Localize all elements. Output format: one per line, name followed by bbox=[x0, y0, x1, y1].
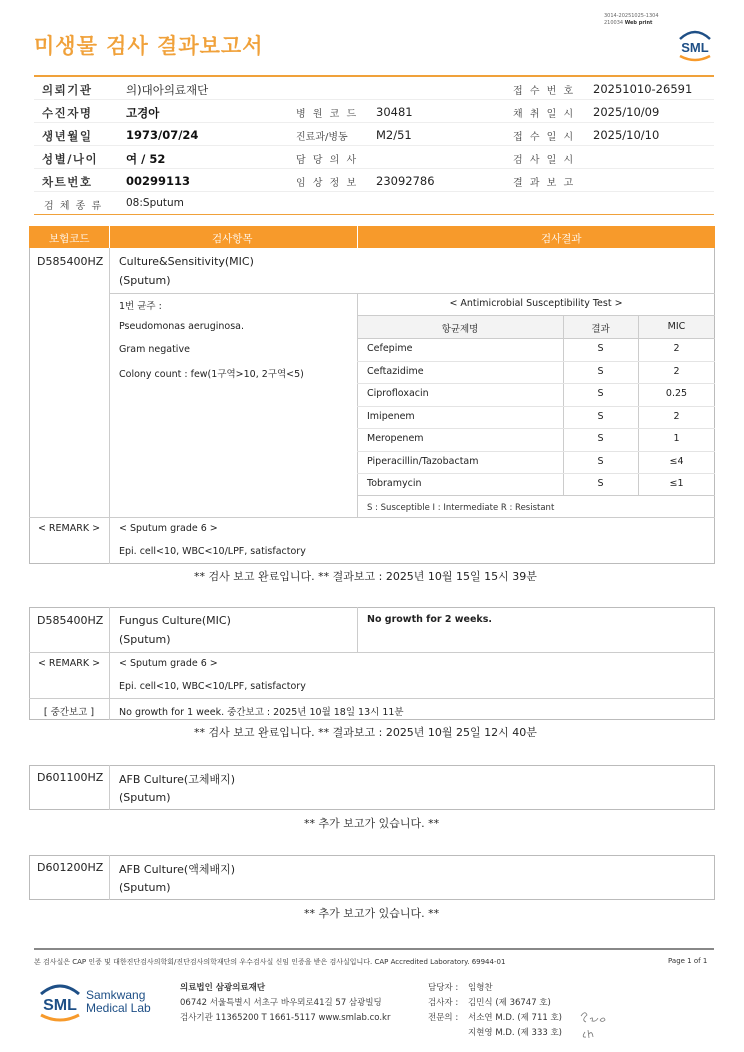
staff4: 지현영 M.D. (제 333 호) bbox=[468, 1028, 563, 1038]
svg-text:SML: SML bbox=[681, 40, 709, 55]
staff3-label: 전문의 : bbox=[428, 1013, 459, 1023]
test1-remark-label: < REMARK > bbox=[37, 523, 101, 534]
test2-remark-label: < REMARK > bbox=[37, 658, 101, 669]
ast-row-divider bbox=[357, 361, 715, 362]
test1-code: D585400HZ bbox=[37, 255, 104, 268]
test2-specimen: (Sputum) bbox=[119, 633, 171, 646]
ast-mic: 0.25 bbox=[665, 388, 688, 399]
staff3: 서소연 M.D. (제 711 호) bbox=[468, 1013, 563, 1023]
header-row-3: 생년월일 1973/07/24 진료과/병동 M2/51 접 수 일 시 2025/10/10 bbox=[34, 123, 714, 146]
result-table-header bbox=[29, 226, 715, 248]
test2-code: D585400HZ bbox=[37, 614, 104, 627]
col-test-item: 검사항목 bbox=[212, 233, 253, 245]
document-id: 3014-20251025-1304 210034 Web print bbox=[604, 13, 659, 26]
ast-drug: Tobramycin bbox=[367, 478, 422, 489]
ast-header-mic: MIC bbox=[667, 321, 686, 332]
accreditation-text: 본 검사실은 CAP 인증 및 대한진단검사의학회/진단검사의학재단의 우수검사실 신임 인증을 받은 검사실입니다. CAP Accredited Laboratory. 69944-01 bbox=[34, 958, 506, 966]
test3-note: ** 추가 보고가 있습니다. ** bbox=[304, 817, 440, 830]
test3-specimen: (Sputum) bbox=[119, 791, 171, 804]
page-title: 미생물 검사 결과보고서 bbox=[34, 34, 264, 58]
header-row-5: 차트번호 00299113 임 상 정 보 23092786 결 과 보 고 bbox=[34, 169, 714, 192]
ast-result: S bbox=[597, 455, 604, 467]
test2-remark1: < Sputum grade 6 > bbox=[119, 658, 218, 669]
test1-remark2: Epi. cell<10, WBC<10/LPF, satisfactory bbox=[119, 546, 306, 557]
header-row-1: 의뢰기관 의)대아의료재단 접 수 번 호 20251010-26591 bbox=[34, 77, 714, 100]
col-insurance-code: 보험코드 bbox=[49, 233, 90, 245]
test2-done: ** 검사 보고 완료입니다. ** 결과보고 : 2025년 10월 25일 12시 40분 bbox=[194, 726, 537, 739]
org-name: 의료법인 삼광의료재단 bbox=[180, 983, 266, 993]
ast-result: S bbox=[597, 410, 604, 422]
ast-title: < Antimicrobial Susceptibility Test > bbox=[449, 298, 623, 309]
org-contact: 검사기관 11365200 T 1661-5117 www.smlab.co.kr bbox=[180, 1013, 391, 1023]
ast-result: S bbox=[597, 478, 604, 489]
ast-result: S bbox=[597, 343, 604, 354]
ast-row-divider bbox=[357, 451, 715, 452]
lab-name: Samkwang Medical Lab bbox=[86, 988, 151, 1015]
ast-drug: Ceftazidime bbox=[367, 365, 424, 377]
organism-name: Pseudomonas aeruginosa. bbox=[119, 321, 244, 332]
staff1: 임형찬 bbox=[468, 983, 493, 993]
ast-row-divider bbox=[357, 473, 715, 474]
test2-result: No growth for 2 weeks. bbox=[367, 614, 492, 625]
ast-mic: ≤4 bbox=[669, 455, 684, 467]
ast-result: S bbox=[597, 433, 604, 444]
header-row-2: 수진자명 고경아 병 원 코 드 30481 채 취 일 시 2025/10/09 bbox=[34, 100, 714, 123]
test1-specimen: (Sputum) bbox=[119, 274, 171, 287]
ast-row-divider bbox=[357, 406, 715, 407]
ast-mic: 2 bbox=[673, 343, 680, 354]
col-test-result: 검사결과 bbox=[541, 233, 582, 245]
test2-name: Fungus Culture(MIC) bbox=[119, 614, 231, 627]
test1-done: ** 검사 보고 완료입니다. ** 결과보고 : 2025년 10월 15일 15시 39분 bbox=[194, 570, 537, 583]
svg-text:SML: SML bbox=[43, 997, 77, 1014]
page-number: Page 1 of 1 bbox=[668, 957, 708, 965]
ast-drug: Meropenem bbox=[367, 433, 424, 444]
test4-code: D601200HZ bbox=[37, 861, 104, 874]
ast-row-divider bbox=[357, 383, 715, 384]
ast-drug: Imipenem bbox=[367, 410, 415, 422]
test3-name: AFB Culture(고체배지) bbox=[119, 773, 236, 786]
header-row-4: 성별/나이 여 / 52 담 당 의 사 검 사 일 시 bbox=[34, 146, 714, 169]
handwritten-signature bbox=[577, 1008, 611, 1040]
test4-name: AFB Culture(액체배지) bbox=[119, 863, 236, 876]
test4-note: ** 추가 보고가 있습니다. ** bbox=[304, 907, 440, 920]
test2-remark2: Epi. cell<10, WBC<10/LPF, satisfactory bbox=[119, 681, 306, 692]
sml-logo bbox=[676, 27, 714, 63]
staff2: 김민식 (제 36747 호) bbox=[468, 998, 551, 1008]
ast-mic: ≤1 bbox=[669, 478, 684, 489]
ast-drug: Piperacillin/Tazobactam bbox=[367, 455, 479, 467]
header-row-6: 검 체 종 류 08:Sputum bbox=[44, 197, 184, 212]
footer-line bbox=[34, 948, 714, 950]
staff1-label: 담당자 : bbox=[428, 983, 459, 993]
sml-footer-logo bbox=[36, 980, 84, 1024]
header-bottom-line bbox=[34, 214, 714, 215]
ast-drug: Cefepime bbox=[367, 343, 413, 354]
ast-drug: Ciprofloxacin bbox=[367, 388, 429, 399]
gram-stain: Gram negative bbox=[119, 344, 190, 355]
test1-remark1: < Sputum grade 6 > bbox=[119, 523, 218, 534]
ast-header-drug: 항균제명 bbox=[441, 324, 479, 335]
test3-code: D601100HZ bbox=[37, 771, 104, 784]
ast-row-divider bbox=[357, 428, 715, 429]
ast-mic: 1 bbox=[673, 433, 680, 444]
test1-name: Culture&Sensitivity(MIC) bbox=[119, 255, 254, 268]
test2-interim-label: [ 중간보고 ] bbox=[43, 707, 95, 718]
ast-result: S bbox=[597, 388, 604, 399]
staff2-label: 검사자 : bbox=[428, 998, 459, 1008]
org-address: 06742 서울특별시 서초구 바우뫼로41길 57 삼광빌딩 bbox=[180, 998, 382, 1008]
ast-legend: S : Susceptible I : Intermediate R : Resistant bbox=[367, 503, 555, 513]
ast-mic: 2 bbox=[673, 365, 680, 377]
organism-label: 1번 균주 : bbox=[119, 301, 162, 312]
ast-header-result: 결과 bbox=[591, 324, 610, 335]
test4-specimen: (Sputum) bbox=[119, 881, 171, 894]
ast-result: S bbox=[597, 365, 604, 377]
ast-mic: 2 bbox=[673, 410, 680, 422]
test2-interim: No growth for 1 week. 중간보고 : 2025년 10월 18일 13시 11분 bbox=[119, 707, 404, 718]
colony-count: Colony count : few(1구역>10, 2구역<5) bbox=[119, 369, 304, 380]
